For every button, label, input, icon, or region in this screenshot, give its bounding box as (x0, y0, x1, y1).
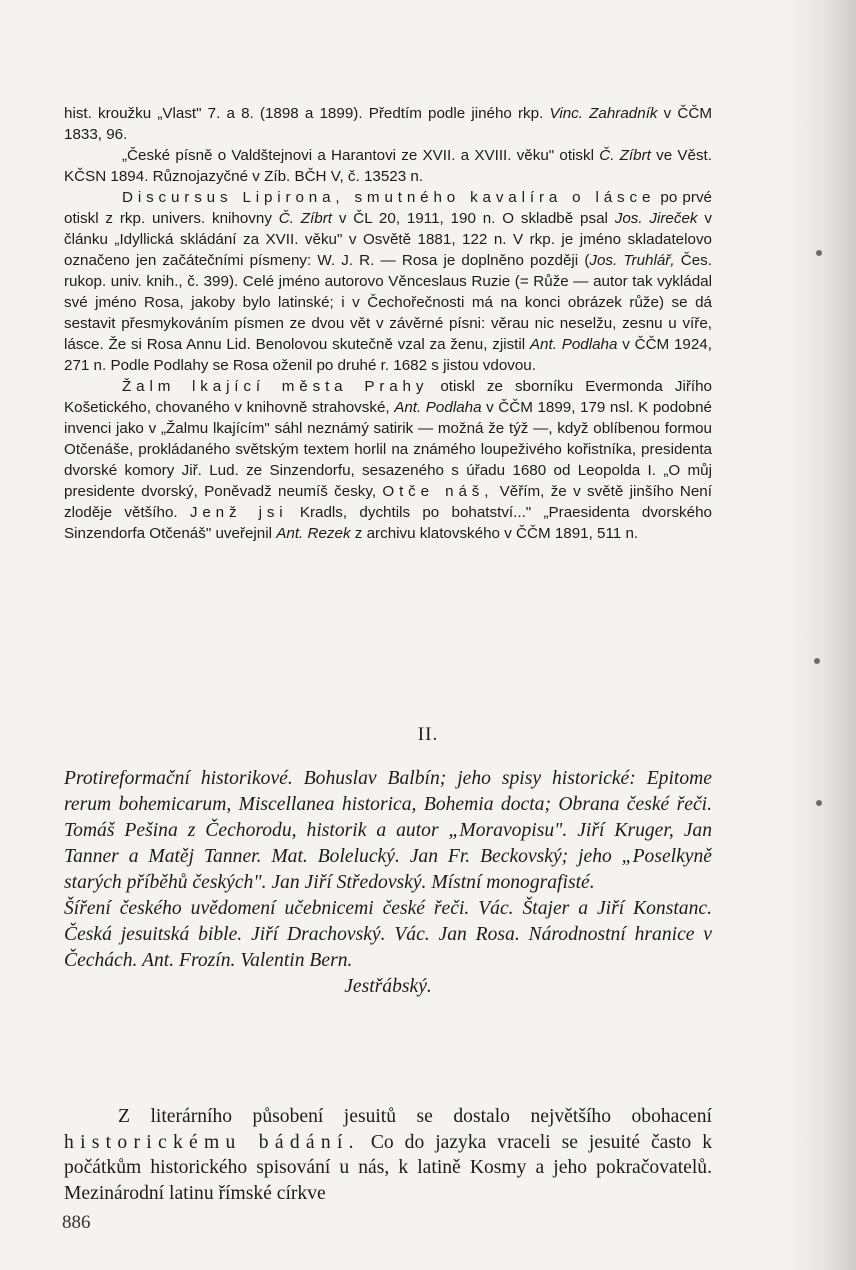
body-text (64, 1104, 712, 1206)
bibliographic-notes (64, 103, 712, 544)
author-name: Č. Zíbrt (599, 147, 651, 164)
chapter-heading: II. (417, 724, 439, 745)
note-paragraph (64, 145, 712, 187)
author-name: Ant. Podlaha (394, 399, 482, 416)
author-name: Vinc. Zahradník (549, 105, 658, 122)
body-sentence: Co do jazyka vraceli se jesuité často k počátkům historického spisování u nás, k latině Kosmy a jeho pokračovatelů. Mezinárodní latinu římské církve (64, 1131, 712, 1204)
chapter-summary (64, 766, 712, 1000)
summary-paragraph: Protireformační historikové. Bohuslav Balbín; jeho spisy historické: Epitome rerum bohemicarum, Miscellanea historica, Bohemia docta; Obrana české řeči. Tomáš Pešina z Čechorodu, historik a autor „Moravopisu". Jiří Kruger, Jan Tanner a Matěj Tanner. Mat. Bolelucký. Jan Fr. Beckovský; jeho „Poselkyně starých příběhů českých". Jan Jiří Středovský. Místní monografisté. (64, 768, 712, 893)
note-text: „České písně o Valdštejnovi a Harantovi ze XVII. a XVIII. věku" otiskl (122, 147, 594, 164)
note-text: otiskl ze sborníku Evermonda Jiřího Košetického, chovaného v knihovně strahovské, (64, 378, 712, 416)
emphasized-phrase: historickému bádání. (64, 1131, 360, 1153)
note-text: v ČČM 1924, 271 n. Podle Podlahy se Rosa oženil po druhé r. 1682 s jistou vdovou. (64, 336, 712, 374)
summary-text: Šíření českého uvědomení učebnicemi české řeči. Vác. Štajer a Jiří Konstanc. Česká jesuitská bible. Jiří Drachovský. Vác. Jan Rosa. Národnostní hranice v Čechách. Ant. Frozín. Valentin Bern. (64, 898, 712, 971)
page-edge-shadow (786, 0, 856, 1270)
author-name: Jos. Jireček (614, 210, 698, 227)
note-text: v ČČM 1899, 179 nsl. K podobné invenci jako v „Žalmu lkajícím" sáhl neznámý satirik — možná že týž —, když oblíbenou formou Otčenáše, prokládaného světským textem horlil na známého loupeživého kořistníka, presidenta dvorské komory Jiř. Lud. ze Sinzendorfu, sesazeného s úřadu 1680 od Leopolda I. „O můj presidente dvorský, Poněvadž neumíš česky, (64, 399, 712, 500)
body-sentence: Z literárního působení jesuitů se dostalo největšího obohacení (118, 1106, 712, 1127)
note-text: z archivu klatovského v ČČM 1891, 511 n. (354, 525, 639, 542)
body-paragraph (64, 1104, 712, 1206)
note-text: po prvé otiskl z rkp. univers. knihovny (64, 189, 712, 227)
page-number: 886 (62, 1212, 91, 1233)
note-text: v ČČM 1833, 96. (64, 105, 712, 143)
summary-paragraph (64, 896, 712, 1000)
spaced-quote: Otče náš, (382, 483, 494, 500)
author-name: Ant. Podlaha (529, 336, 618, 353)
summary-text-last: Jestřábský. (344, 976, 432, 997)
note-text: ve Věst. KČSN 1894. Různojazyčné v Zíb. BČH V, č. 13523 n. (64, 147, 712, 185)
note-paragraph (64, 103, 712, 145)
author-name: Č. Zíbrt (278, 210, 332, 227)
author-name: Jos. Truhlář, (589, 252, 675, 269)
scan-speck (816, 250, 822, 256)
work-title: Žalm lkající města Prahy (122, 378, 429, 395)
note-paragraph (64, 187, 712, 376)
author-name: Ant. Rezek (276, 525, 351, 542)
scan-speck (814, 658, 820, 664)
scan-speck (816, 800, 822, 806)
spaced-quote: Jenž jsi (189, 504, 288, 521)
note-text: Věřím, že v světě jinšího Není zloděje většího. (64, 483, 712, 521)
note-text: Čes. rukop. univ. knih., č. 399). Celé jméno autorovo Věnceslaus Ruzie (= Růže — autor tak vykládal své jméno Rosa, jakoby bylo latinské; i v Čechořečnosti má na konci obrázek růže) se dá sestavit přesmykováním písmen ze dvou vět v závěrné písni: věrau nic neselžu, zesnu u víře, lásce. Že si Rosa Annu Lid. Benolovou skutečně vzal za ženu, zjistil (64, 252, 712, 353)
note-text: Kradls, dychtils po bohatství..." „Praesidenta dvorského Sinzendorfa Otčenáš" uveřejnil (64, 504, 712, 542)
work-title: Discursus Lipirona, smutného kavalíra o lásce (122, 189, 656, 206)
note-text: v ČL 20, 1911, 190 n. O skladbě psal (338, 210, 608, 227)
note-text: hist. kroužku „Vlast" 7. a 8. (1898 a 1899). Předtím podle jiného rkp. (64, 105, 544, 122)
note-text: v článku „Idyllická skládání za XVII. věku" v Osvětě 1881, 122 n. V rkp. je jméno skladatelovo označeno jen začátečními písmeny: W. J. R. — Rosa je doplněno později ( (64, 210, 712, 269)
note-paragraph (64, 376, 712, 544)
